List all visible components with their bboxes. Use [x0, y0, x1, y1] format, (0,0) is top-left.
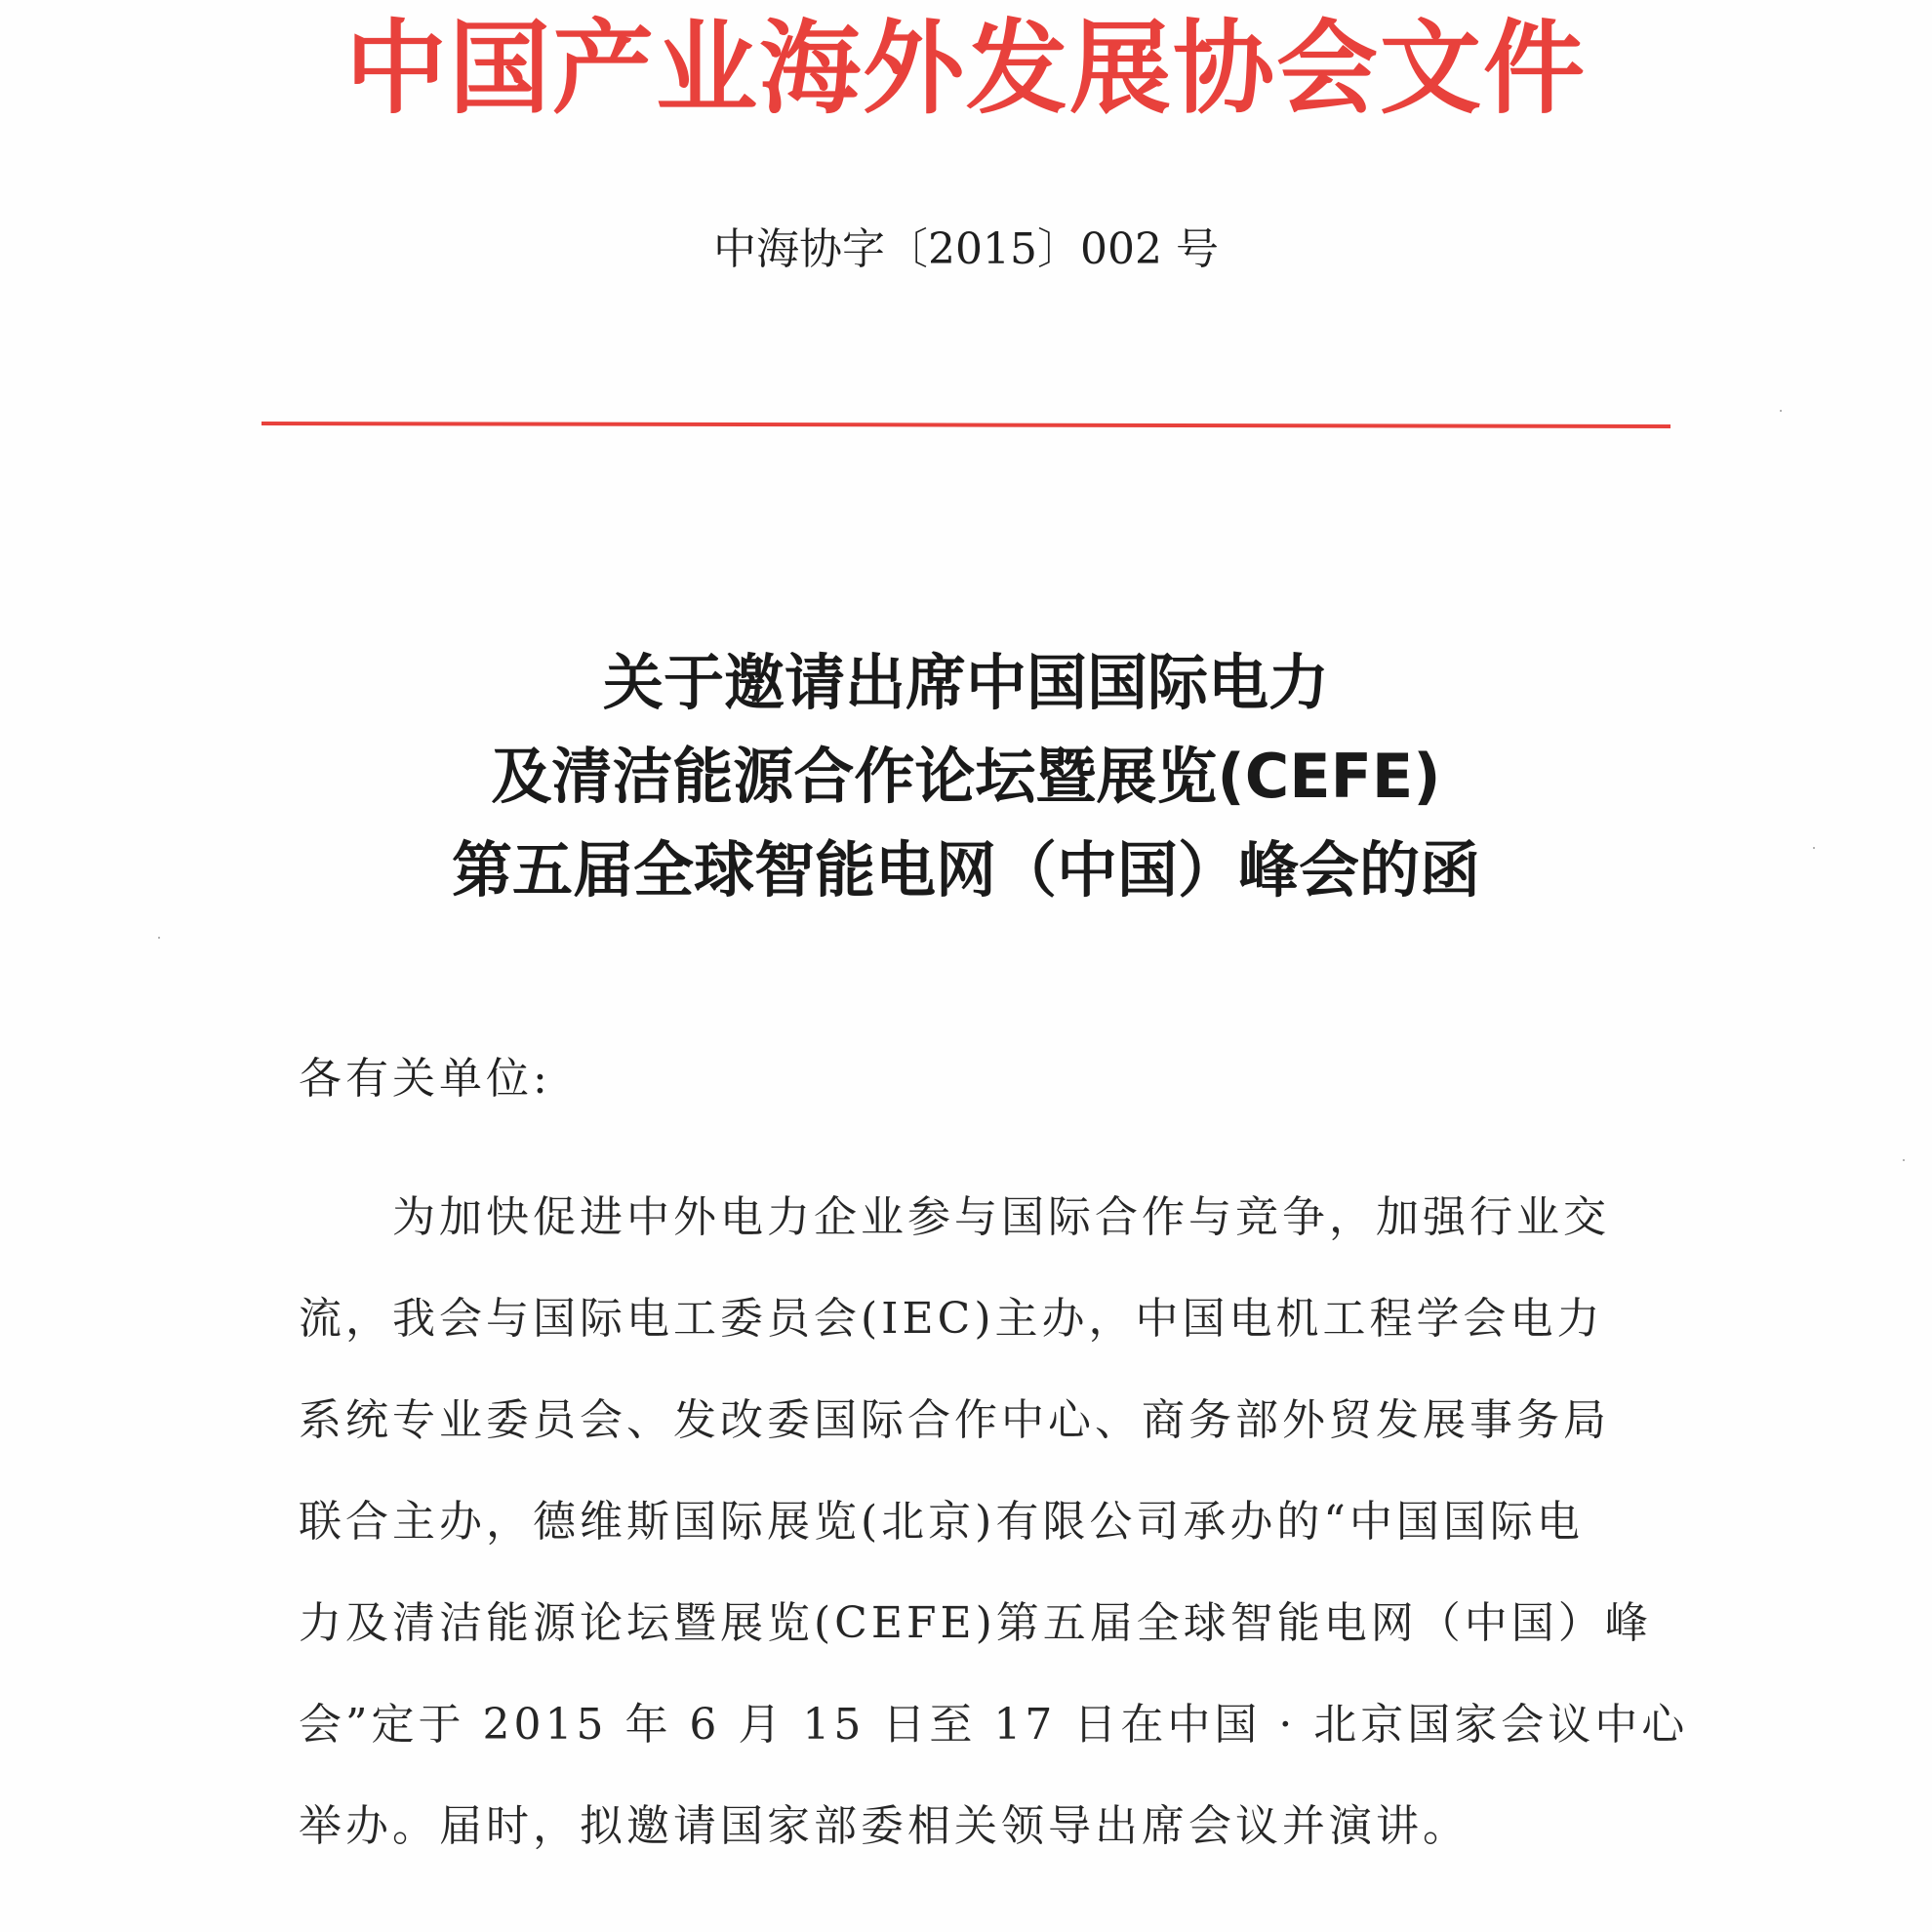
scan-speck [1780, 410, 1782, 412]
document-number: 中海协字〔2015〕002 号 [713, 224, 1219, 274]
scan-speck [1813, 847, 1815, 849]
issuer-header: 中国产业海外发展协会文件 [344, 8, 1587, 128]
red-divider-rule [262, 422, 1670, 428]
scan-speck [158, 937, 160, 939]
title-line: 第五届全球智能电网（中国）峰会的函 [451, 834, 1480, 906]
body-line: 流，我会与国际电工委员会(IEC)主办，中国电机工程学会电力 [299, 1294, 1604, 1344]
title-line: 及清洁能源合作论坛暨展览(CEFE) [491, 741, 1441, 812]
body-line: 举办。届时，拟邀请国家部委相关领导出席会议并演讲。 [299, 1801, 1469, 1851]
scan-speck [1903, 1159, 1905, 1161]
title-line: 关于邀请出席中国国际电力 [602, 647, 1329, 718]
body-line: 为加快促进中外电力企业参与国际合作与竞争，加强行业交 [392, 1192, 1610, 1242]
body-line: 联合主办，德维斯国际展览(北京)有限公司承办的“中国国际电 [299, 1497, 1584, 1547]
body-paragraph [299, 1167, 1689, 1877]
salutation: 各有关单位: [299, 1054, 551, 1104]
body-line: 系统专业委员会、发改委国际合作中心、商务部外贸发展事务局 [299, 1395, 1610, 1445]
document-title [0, 636, 1932, 917]
body-line: 会”定于 2015 年 6 月 15 日至 17 日在中国 · 北京国家会议中心 [299, 1700, 1689, 1750]
body-line: 力及清洁能源论坛暨展览(CEFE)第五届全球智能电网（中国）峰 [299, 1598, 1652, 1648]
